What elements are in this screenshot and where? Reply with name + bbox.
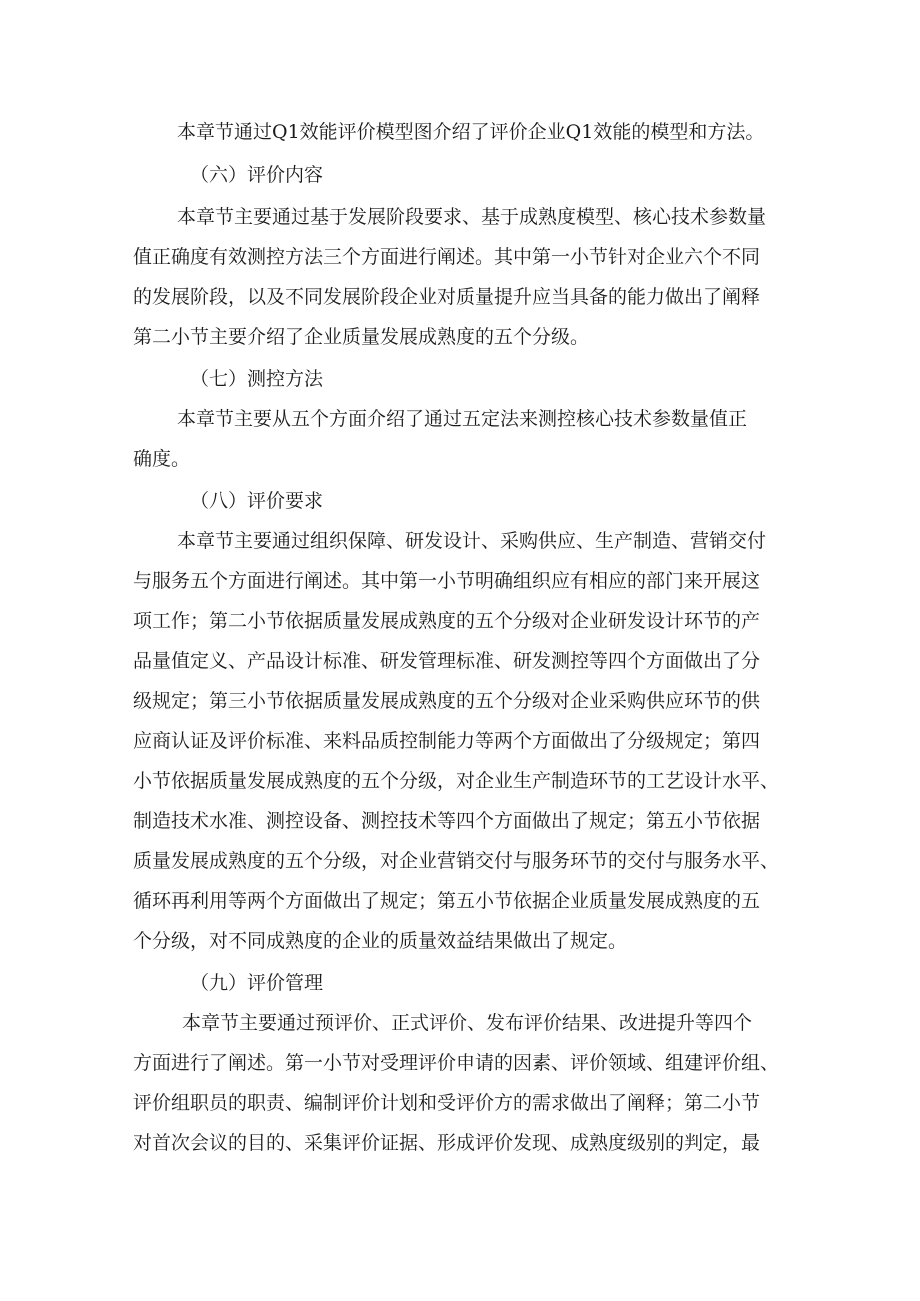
paragraph-line: 应商认证及评价标准、来料品质控制能力等两个方面做出了分级规定；第四: [133, 730, 761, 752]
paragraph-line: 循环再利用等两个方面做出了规定；第五小节依据企业质量发展成熟度的五: [133, 890, 761, 912]
section-heading-9: （九）评价管理: [190, 972, 324, 994]
paragraph-line: 本章节通过Q1效能评价模型图介绍了评价企业Q1效能的模型和方法。: [177, 121, 765, 143]
paragraph-line: 本章节主要通过基于发展阶段要求、基于成熟度模型、核心技术参数量: [177, 206, 767, 228]
paragraph-line: 的发展阶段，以及不同发展阶段企业对质量提升应当具备的能力做出了阐释: [133, 286, 761, 308]
section-heading-7: （七）测控方法: [190, 368, 324, 390]
section-heading-8: （八）评价要求: [190, 490, 324, 512]
section-heading-6: （六）评价内容: [190, 164, 324, 186]
paragraph-line: 制造技术水准、测控设备、测控技术等四个方面做出了规定；第五小节依据: [133, 810, 761, 832]
paragraph-line: 本章节主要通过组织保障、研发设计、采购供应、生产制造、营销交付: [177, 530, 767, 552]
paragraph-line: 品量值定义、产品设计标准、研发管理标准、研发测控等四个方面做出了分: [133, 650, 761, 672]
paragraph-line: 确度。: [133, 448, 191, 470]
paragraph-line: 质量发展成熟度的五个分级，对企业营销交付与服务环节的交付与服务水平、: [133, 850, 780, 872]
paragraph-line: 项工作；第二小节依据质量发展成熟度的五个分级对企业研发设计环节的产: [133, 610, 761, 632]
paragraph-line: 方面进行了阐述。第一小节对受理评价申请的因素、评价领域、组建评价组、: [133, 1052, 780, 1074]
paragraph-line: 本章节主要通过预评价、正式评价、发布评价结果、改进提升等四个: [182, 1012, 753, 1034]
paragraph-line: 与服务五个方面进行阐述。其中第一小节明确组织应有相应的部门来开展这: [133, 570, 761, 592]
paragraph-line: 个分级，对不同成熟度的企业的质量效益结果做出了规定。: [133, 930, 628, 952]
paragraph-line: 值正确度有效测控方法三个方面进行阐述。其中第一小节针对企业六个不同: [133, 246, 761, 268]
paragraph-line: 小节依据质量发展成熟度的五个分级，对企业生产制造环节的工艺设计水平、: [133, 770, 780, 792]
paragraph-line: 本章节主要从五个方面介绍了通过五定法来测控核心技术参数量值正: [177, 408, 748, 430]
paragraph-line: 第二小节主要介绍了企业质量发展成熟度的五个分级。: [133, 326, 590, 348]
paragraph-line: 评价组职员的职责、编制评价计划和受评价方的需求做出了阐释；第二小节: [133, 1092, 761, 1114]
paragraph-line: 级规定；第三小节依据质量发展成熟度的五个分级对企业采购供应环节的供: [133, 690, 761, 712]
paragraph-line: 对首次会议的目的、采集评价证据、形成评价发现、成熟度级别的判定，最: [133, 1132, 761, 1154]
